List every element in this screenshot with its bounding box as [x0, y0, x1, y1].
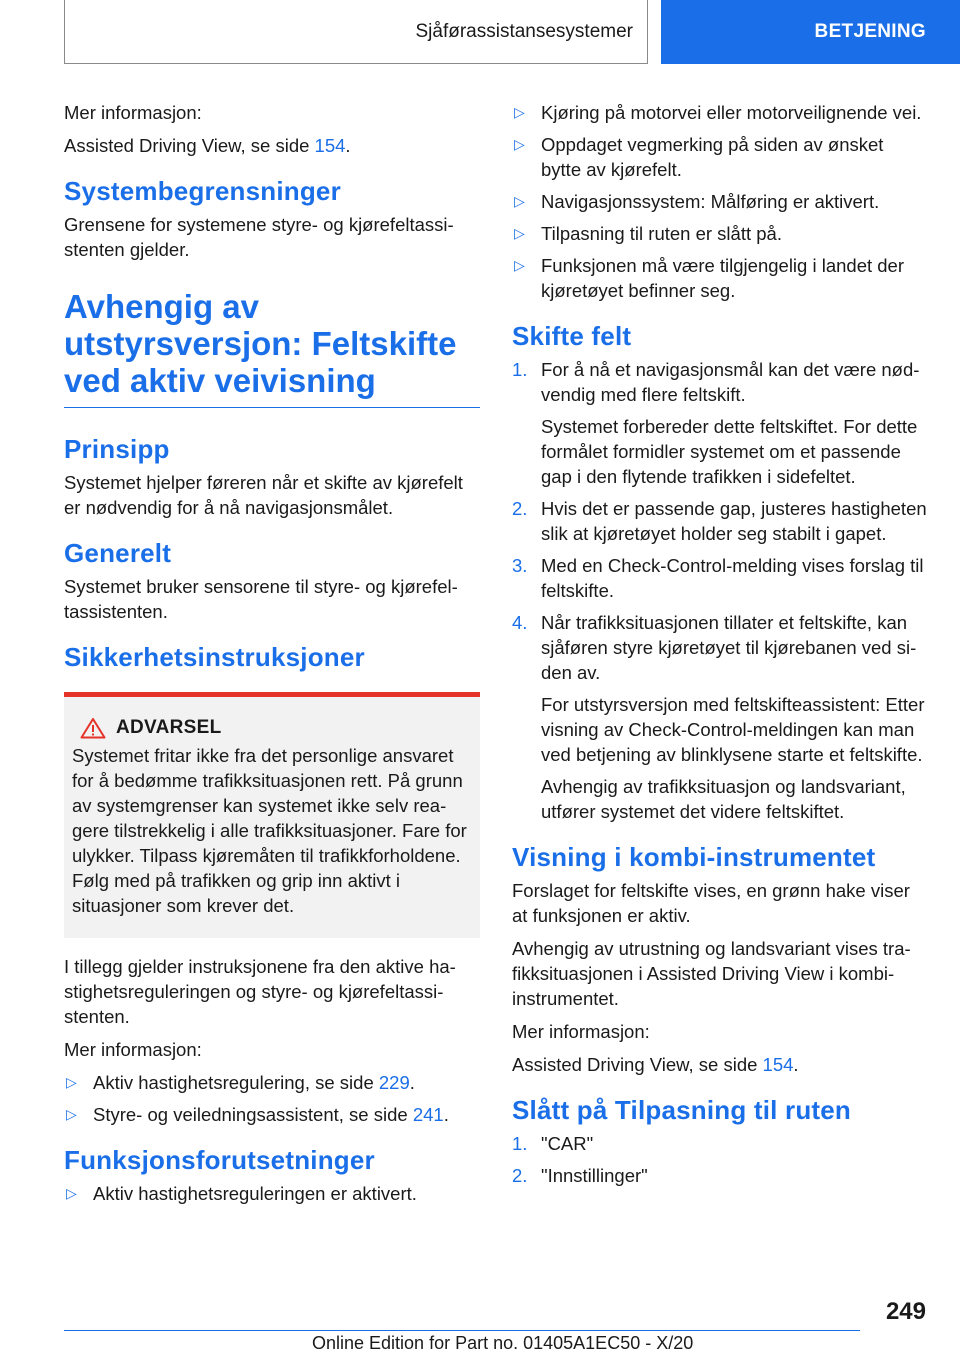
list-item-text: Kjøring på motorvei eller motorveilignende vei.: [541, 102, 922, 123]
paragraph: I tillegg gjelder instruksjonene fra den aktive hastighetsreguleringen og styre- og kjørefeltassistenten.: [64, 956, 456, 1027]
paragraph: Systemet hjelper føreren når et skifte av kjørefelt er nødvendig for å nå navigasjonsmålet.: [64, 472, 463, 518]
step-item: [512, 357, 928, 489]
more-info-label: Mer informasjon:: [64, 1039, 202, 1060]
warning-triangle-icon: [80, 717, 106, 739]
list-item-text: Aktiv hastighetsregulering, se side: [93, 1072, 379, 1093]
list-item-text: Oppdaget vegmerking på siden av ønsket bytte av kjørefelt.: [541, 134, 884, 180]
step-number: 3.: [512, 555, 528, 576]
left-column: [64, 100, 480, 1214]
step-item: [512, 1131, 928, 1156]
triangle-bullet-icon: ▷: [66, 1185, 77, 1201]
step-item: [512, 1163, 928, 1188]
reference-list: [64, 1070, 480, 1127]
reference-text: Assisted Driving View, se side: [512, 1054, 763, 1075]
triangle-bullet-icon: ▷: [66, 1074, 77, 1090]
triangle-bullet-icon: ▷: [514, 225, 525, 241]
step-text: "CAR": [541, 1133, 594, 1154]
section-heading-sikkerhet: Sikkerhetsinstruksjoner: [64, 642, 365, 672]
step-text: For å nå et navigasjonsmål kan det være nødvendig med flere feltskift.: [541, 359, 920, 405]
reference-line: [64, 133, 480, 158]
warning-title: ADVARSEL: [116, 717, 222, 738]
list-item: [64, 1102, 480, 1127]
prereq-list: [64, 1181, 480, 1206]
section-heading-generelt: Generelt: [64, 538, 172, 568]
header-chapter-title: BETJENING: [814, 21, 926, 42]
paragraph: Avhengig av utrustning og landsvariant vises trafikksituasjonen i Assisted Driving View i kombiinstrumentet.: [512, 938, 911, 1009]
list-item: [64, 1070, 480, 1095]
section-heading-systembegrensninger: Systembegrensninger: [64, 176, 341, 206]
list-item-text: Funksjonen må være tilgjengelig i landet der kjøretøyet befinner seg.: [541, 255, 905, 301]
paragraph: Grensene for systemene styre- og kjørefeltassistenten gjelder.: [64, 214, 454, 260]
triangle-bullet-icon: ▷: [514, 136, 525, 152]
step-subtext: For utstyrsversjon med feltskifteassistent: Etter visning av Check-Control-meldingen kan man ved betjening av blinklysene starte et feltskifte.: [541, 694, 925, 765]
warning-box: [64, 692, 480, 938]
more-info-label: Mer informasjon:: [512, 1021, 650, 1042]
paragraph: Forslaget for feltskifte vises, en grønn hake viser at funksjonen er aktiv.: [512, 880, 910, 926]
page-link[interactable]: 154: [762, 1054, 794, 1075]
footer-divider: [64, 1330, 860, 1331]
warning-title-row: [80, 717, 472, 739]
reference-line: [512, 1052, 928, 1077]
step-number: 1.: [512, 1133, 528, 1154]
list-item-end: .: [409, 1072, 415, 1093]
page-link[interactable]: 229: [378, 1072, 410, 1093]
reference-text: Assisted Driving View, se side: [64, 135, 315, 156]
list-item-text: Navigasjonssystem: Målføring er aktivert.: [541, 191, 880, 212]
step-number: 1.: [512, 359, 528, 380]
step-item: [512, 496, 928, 546]
header-section-title: Sjåførassistansesystemer: [415, 20, 633, 42]
step-item: [512, 610, 928, 824]
header-chapter-tab[interactable]: [661, 0, 960, 64]
settings-steps-list: [512, 1131, 928, 1188]
header-section-box: [64, 0, 648, 64]
list-item: [512, 189, 928, 214]
chapter-heading: Avhengig av utstyrsversjon: Feltskifte ved aktiv veivisning: [64, 288, 480, 408]
step-number: 2.: [512, 498, 528, 519]
step-subtext: Avhengig av trafikksituasjon og landsvariant, utfører systemet det videre feltskiftet.: [541, 776, 906, 822]
footer-edition: Online Edition for Part no. 01405A1EC50 - X/20: [312, 1333, 694, 1353]
reference-end: .: [345, 135, 351, 156]
list-item-text: Styre- og veiledningsassistent, se side: [93, 1104, 413, 1125]
step-item: [512, 553, 928, 603]
more-info-label: Mer informasjon:: [64, 102, 202, 123]
list-item: [64, 1181, 480, 1206]
list-item: [512, 253, 928, 303]
triangle-bullet-icon: ▷: [514, 257, 525, 273]
triangle-bullet-icon: ▷: [66, 1106, 77, 1122]
triangle-bullet-icon: ▷: [514, 193, 525, 209]
list-item-text: Aktiv hastighetsreguleringen er aktivert.: [93, 1183, 417, 1204]
step-number: 4.: [512, 612, 528, 633]
step-text: Når trafikksituasjonen tillater et feltskifte, kan sjåføren styre kjøretøyet til kjørebanen ved siden av.: [541, 612, 917, 683]
step-number: 2.: [512, 1165, 528, 1186]
step-text: Hvis det er passende gap, justeres hastigheten slik at kjøretøyet holder seg stabilt i gapet.: [541, 498, 927, 544]
triangle-bullet-icon: ▷: [514, 104, 525, 120]
step-text: "Innstillinger": [541, 1165, 648, 1186]
page-link[interactable]: 154: [314, 135, 346, 156]
section-heading-slatt-pa: Slått på Tilpasning til ruten: [512, 1095, 852, 1125]
right-column: [512, 100, 928, 1196]
section-heading-visning: Visning i kombi-instrumentet: [512, 842, 876, 872]
list-item-end: .: [443, 1104, 449, 1125]
section-heading-funksjonsforutsetninger: Funksjonsforutsetninger: [64, 1145, 375, 1175]
list-item: [512, 221, 928, 246]
prereq-list-continued: [512, 100, 928, 303]
page-link[interactable]: 241: [412, 1104, 444, 1125]
step-text: Med en Check-Control-melding vises forslag til feltskifte.: [541, 555, 924, 601]
list-item: [512, 100, 928, 125]
section-heading-prinsipp: Prinsipp: [64, 434, 170, 464]
paragraph: Systemet bruker sensorene til styre- og kjørefeltassistenten.: [64, 576, 458, 622]
steps-list: [512, 357, 928, 824]
warning-text: Systemet fritar ikke fra det personlige ansvaret for å bedømme trafikksituasjonen rett. På grunn av systemgrenser kan systemet ikke selv reagere tilstrekkelig i alle trafikksituasjoner. Fare for ulykker. Tilpass kjøremåten til trafikkforholdene. Følg med på trafikken og grip inn aktivt i situasjoner som krever det.: [72, 745, 467, 916]
reference-end: .: [793, 1054, 799, 1075]
list-item-text: Tilpasning til ruten er slått på.: [541, 223, 782, 244]
step-subtext: Systemet forbereder dette feltskiftet. For dette formålet formidler systemet om et passende gap i den flytende trafikken i sidefeltet.: [541, 416, 918, 487]
page-number: 249: [885, 1298, 926, 1325]
list-item: [512, 132, 928, 182]
section-heading-skifte-felt: Skifte felt: [512, 321, 632, 351]
